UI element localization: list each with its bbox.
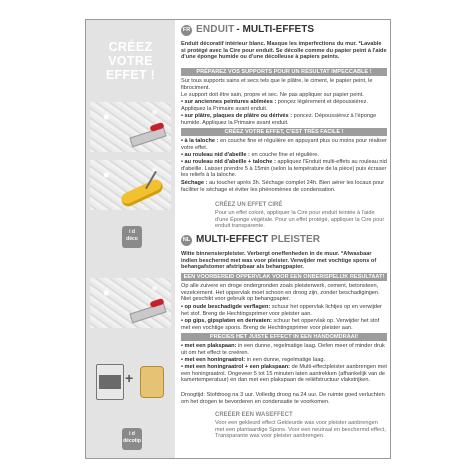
fr-drying: Séchage : au toucher après 3h. Séchage complet 24h. Bien aérer les locaux pour faciliter le séchage et éviter les phénomènes de condensation.: [181, 180, 385, 193]
fr-title: [181, 25, 314, 36]
fr-title-brand: ENDUIT: [196, 24, 235, 36]
product-leaflet: [85, 19, 391, 459]
fr-apply-1: • à la taloche : en couche fine et régulière en appuyant plus ou moins pour réaliser votre effet.: [181, 138, 387, 151]
fr-prep-2: Le support doit être sain, propre et sec. Ne pas appliquer sur papier peint.: [181, 92, 364, 98]
illustration-column: [86, 20, 175, 458]
products-image: [90, 360, 171, 402]
nl-apply-bar: PRECIES HET JUISTE EFFECT IN EEN HANDOMDRAAI!: [181, 333, 387, 341]
headline: [86, 40, 175, 82]
fr-wax-text: Pour un effet coloré, appliquer la Cire pour enduit teintée à l'aide d'une Éponge végétale. Pour un effet protégé, appliquer la Cire pour enduit transparente.: [215, 210, 385, 230]
fr-apply-3: • au rouleau nid d'abeille + taloche : appliquez l'Enduit multi-effets au rouleau nid d'abeille. Laisser prendre 5 à 15min (selon la température de la pièce) puis écraser les reliefs à la taloche.: [181, 159, 387, 179]
headline-line-1: CRÉEZ: [108, 40, 153, 54]
trowel-texture-image-2: [90, 278, 171, 328]
nl-prep-bar: EEN VOORBEREID OPPERVLAK VOOR EEN ONBERISPELIJK RESULTAAT!: [181, 273, 387, 281]
fr-intro: Enduit décoratif intérieur blanc. Masque les imperfections du mur. *Lavable si protégé avec la Cire pour enduit. Se décolle comme du papier peint à l'aide d'une éponge humide ou d'une décolleuse à papiers peints.: [181, 41, 387, 61]
fr-prep-4: • sur plâtre, plaques de plâtre ou dérivés : poncez. Dépoussiérez à l'éponge humide. Appliquez la Primaire avant enduit.: [181, 113, 377, 126]
nl-prep-3: • op gips, gipsplaten en derivaten: schuur het oppervlak op. Verwijder het stof met een vochtige spons. Breng de Hechtingsprimer voor pleister aan.: [181, 318, 380, 331]
fr-prep-1: Sur tous supports sains et secs tels que le plâtre, le ciment, le papier peint, le fibrociment.: [181, 78, 373, 91]
deco-badge-icon: i d déco: [122, 226, 142, 248]
nl-flag-icon: NL: [181, 235, 192, 246]
fr-prep-bar: PRÉPAREZ VOS SUPPORTS POUR UN RÉSULTAT IMPECCABLE !: [181, 68, 387, 76]
fr-wax-heading: CRÉEZ UN EFFET CIRÉ: [215, 202, 283, 208]
fr-apply-2: • au rouleau nid d'abeille : en couche fine et régulière.: [181, 152, 319, 158]
nl-prep-1: Op alle zuivere en droge ondergronden zoals pleisterwerk, cement, betonsteen, vezelcement. Het oppervlak moet schoon en droog zijn, zonder beschadigingen. Niet geschikt voor gebruik op behangpapier.: [181, 283, 380, 303]
plus-icon: +: [125, 370, 134, 386]
nl-wax-heading: CREËER EEN WASEFFECT: [215, 412, 293, 418]
decotip-badge-label: décotip: [123, 438, 141, 444]
fr-flag-icon: FR: [181, 25, 192, 36]
nl-intro: Witte binnensierpleister. Verbergt oneffenheden in de muur. *Afwasbaar indien beschermd met was voor pleister. Verwijder met vochtige spons of behangafstomer afstripbaar als behangpapier.: [181, 251, 377, 271]
nl-prep-2: • op oude beschadigde verflagen: schuur het oppervlak lichtjes op en verwijder het stof. Breng de Hechtingsprimer voor pleister aan.: [181, 304, 382, 317]
paint-roller-icon: [119, 177, 165, 208]
nl-title-rest: MULTI-EFFECT: [196, 234, 269, 246]
headline-line-2: VOTRE: [108, 54, 153, 68]
decotip-badge-icon: i d décotip: [122, 428, 142, 450]
nl-title: [181, 235, 320, 246]
trowel-icon: [129, 303, 166, 324]
nl-apply-1: • met een plakspaan: in een dunne, regelmatige laag. Oefen meer of minder druk uit om het effect te creëren.: [181, 343, 385, 356]
sponge-icon: [140, 366, 164, 398]
roller-texture-image: [90, 160, 171, 210]
trowel-icon: [129, 127, 166, 148]
nl-wax-text: Voor een gekleurd effect Gekleurde was voor pleister aanbrengen met een plantaardige Spons. Voor een neutraal en beschermd effect, Transparante was voor pleister aanbrengen.: [215, 420, 386, 440]
text-column: [181, 20, 387, 458]
fr-prep-3: • sur anciennes peintures abîmées : ponçez légèrement et dépoussiérez. Appliquez la Primaire avant enduit.: [181, 99, 368, 112]
fr-apply-bar: CRÉEZ VOTRE EFFET, C'EST TRÈS FACILE !: [181, 128, 387, 136]
fr-title-rest: - MULTI-EFFETS: [236, 24, 314, 36]
nl-drying: Droogtijd: Stofdroog na 3 uur. Volledig droog na 24 uur. De ruimte goed verluchten om het drogen te bevorderen en condensatie te voorkomen.: [181, 392, 385, 405]
nl-title-brand: PLEISTER: [271, 234, 320, 246]
deco-badge-label: déco: [126, 236, 138, 242]
trowel-texture-image: [90, 102, 171, 152]
headline-line-3: EFFET !: [105, 68, 156, 82]
nl-apply-3: • met een honingraatrol + een plakspaan: de Multi-effectpleister aanbrengen met een honingraatrol. Ongeveer 5 tot 15 minuten laten aantrekken (afhankelijk van de kamertemperatuur) en dan met een plakspaan de reliëfstructuur vlakstrijken.: [181, 364, 387, 384]
nl-apply-2: • met een honingraatrol: in een dunne, regelmatige laag.: [181, 357, 326, 363]
wax-can-icon: [96, 364, 124, 400]
